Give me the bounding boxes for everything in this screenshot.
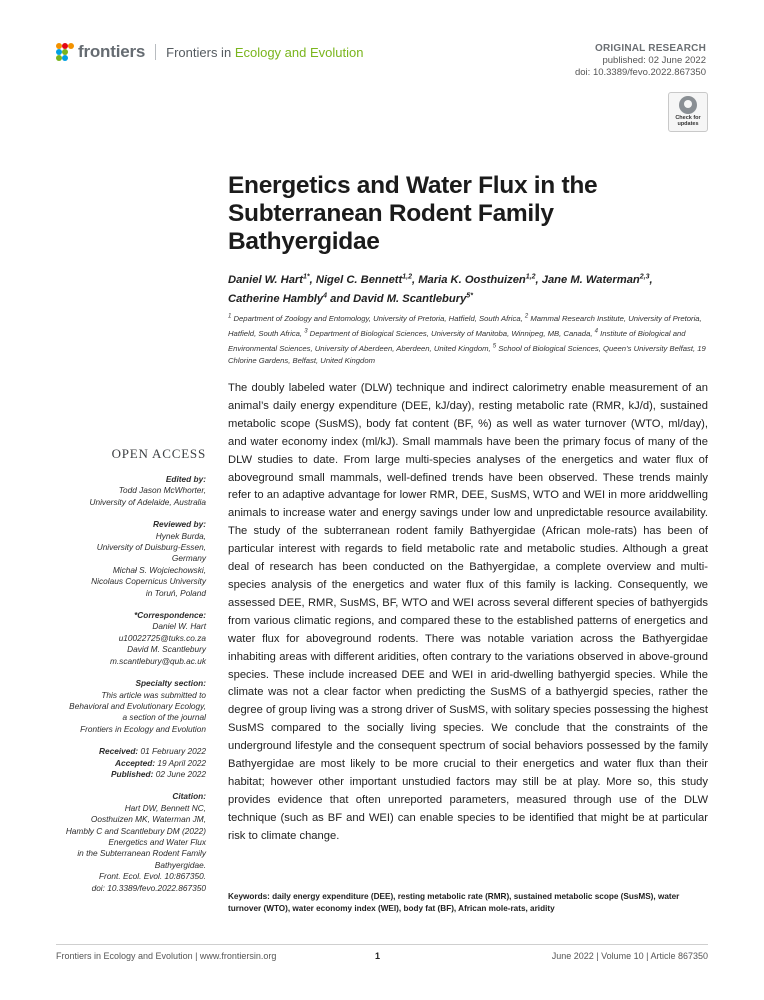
reviewer-line: Michał S. Wojciechowski, — [112, 564, 206, 575]
brand-name: frontiers — [78, 42, 146, 61]
affiliation-number: 1 — [228, 313, 232, 319]
reviewed-by-heading: Reviewed by: — [152, 519, 206, 530]
affiliation-number: 3 — [304, 327, 308, 334]
citation-section — [56, 791, 206, 894]
correspondence-section — [56, 610, 206, 667]
affiliation-text: Department of Biological Sciences, University of Manitoba, Winnipeg, MB, Canada, — [307, 328, 595, 338]
article-info-sidebar — [56, 446, 206, 905]
author-affiliation-marker: 1* — [303, 273, 310, 280]
article-meta — [575, 43, 706, 79]
correspondent-email[interactable]: m.scantlebury@qub.ac.uk — [109, 655, 206, 666]
citation-line: Front. Ecol. Evol. 10:867350. — [98, 871, 206, 882]
reviewed-by-section — [56, 519, 206, 599]
article-title: Energetics and Water Flux in the Subterranean Rodent Family Bathyergidae — [228, 172, 598, 255]
page-number: 1 — [375, 951, 381, 961]
dates-section — [56, 746, 206, 780]
update-check-icon — [679, 96, 697, 114]
footer-issue-info: June 2022 | Volume 10 | Article 867350 — [551, 951, 708, 961]
reviewer-line: Nicolaus Copernicus University — [91, 576, 206, 587]
correspondent-name: David M. Scantlebury — [127, 644, 206, 655]
keywords — [228, 891, 708, 914]
open-access-label: OPEN ACCESS — [111, 446, 206, 461]
affiliation-number: 2 — [524, 313, 529, 319]
citation-line: Oosthuizen MK, Waterman JM, — [90, 814, 206, 825]
abstract-text: The doubly labeled water (DLW) technique and indirect calorimetry enable measurement of an animal’s daily energy expenditure (DEE, kJ/day), resting metabolic rate (RMR, kJ/d), sustained metabolic scope (SusMS), body fat content (BF, %) as well as water turnover (WTO, ml/day), and water economy index (ml/kJ). Small mammals have been the primary focus of many of the DLW studies to date. From large multi-species analyses of the energetics and water flux of aboveground small mammals, well-defined trends have been observed. These trends mainly refer to an adaptive advantage for lower RMR, DEE, SusMS, WTO and WEI in more ariddwelling animals to increase water and energy savings under low and unpredictable resource availability. The study of the subterranean rodent family Bathyergidae (African mole-rats) has been of particular interest with regards to field metabolic rate and metabolic studies. Although a great deal of research has been conducted on the Bathyergidae, a complete overview and multi-species analysis of the energetics and water flux of this family is lacking. Consequently, we assessed DEE, RMR, SusMS, BF, WTO and WEI across several different species of bathyergids from various climatic regions, and compared these to the established patterns of energetics and water flux for aboveground rodents. There was notable variation across the Bathyergidae inhabiting areas with different aridities, often contrary to the variations observed in above-ground species. These include increased DEE and WEI in arid-dwelling bathyergid species. While the climate was not a clear factor when predicting the SusMS of a bathyergid species, rather the degree of group living was a strong driver of SusMS, with solitary species possessing the highest SusMS compared to the socially living species. We conclude that the constraints of the underground lifestyle and the consequent spectrum of social behaviors possessed by the family Bathyergidae are most likely to be more crucial to their energetics and water flux than their habitat; however other important unstudied factors may still be at play. More so, this study provides evidence that often unreported parameters, measured through use of the DLW technique (such as BF and WEI) can enable species to be identified that might be at particular risk to climate change. — [228, 382, 708, 842]
correspondent-email[interactable]: u10022725@tuks.co.za — [118, 632, 206, 643]
affiliation-text: School of Biological Sciences, Queen’s University Belfast, 19 Chlorine Gardens, Belfast, United Kingdom — [228, 343, 706, 365]
citation-line: in the Subterranean Rodent Family — [77, 848, 206, 859]
citation-line: Bathyergidae. — [154, 859, 206, 870]
author-name[interactable]: Jane M. Waterman — [541, 273, 640, 286]
specialty-line: This article was submitted to — [101, 689, 206, 700]
reviewer-line: Hynek Burda, — [155, 530, 206, 541]
check-for-updates-button[interactable] — [668, 92, 708, 132]
edited-by-heading: Edited by: — [165, 474, 206, 484]
received-date: Received: 01 February 2022 — [98, 746, 206, 757]
logo-divider — [155, 44, 156, 60]
author-name[interactable]: Maria K. Oosthuizen — [418, 273, 526, 286]
reviewer-line: University of Duisburg-Essen, — [96, 542, 206, 553]
accepted-date: Accepted: 19 April 2022 — [114, 757, 206, 768]
author-name[interactable]: Catherine Hambly — [228, 292, 324, 305]
author-affiliation-marker: 1,2 — [402, 273, 412, 280]
affiliation-number: 4 — [594, 327, 598, 334]
keywords-list: daily energy expenditure (DEE), resting metabolic rate (RMR), sustained metabolic scope (SusMS), water turnover (WTO), water economy index (WEI), body fat (BF), African mole-rats, aridity — [228, 892, 680, 913]
author-name[interactable]: Daniel W. Hart — [228, 273, 304, 286]
affiliation-text: Mammal Research Institute, University of Pretoria, Hatfield, South Africa, — [228, 313, 702, 338]
doi-link[interactable]: doi: 10.3389/fevo.2022.867350 — [574, 67, 706, 78]
citation-line: Energetics and Water Flux — [108, 836, 206, 847]
footer-journal-link[interactable]: Frontiers in Ecology and Evolution | www.frontiersin.org — [56, 951, 277, 961]
author-list: Daniel W. Hart$^{1*}$, Nigel C. Bennett$^{1,2}$, Maria K. Oosthuizen$^{1,2}$, Jane M. Waterman$^{2,3}$, Catherine Hambly$^4$ and David M. Scantlebury$^{5*}$ — [228, 273, 653, 305]
frontiers-logo[interactable] — [56, 42, 363, 62]
edited-by-line: Todd Jason McWhorter, — [118, 485, 206, 496]
citation-line: Hambly C and Scantlebury DM (2022) — [65, 825, 206, 836]
author-affiliation-marker: 1,2 — [525, 273, 536, 280]
citation-heading: Citation: — [172, 791, 206, 802]
correspondence-heading: *Correspondence: — [134, 610, 206, 621]
affiliation-number: 5 — [492, 342, 497, 349]
published-date: published: 02 June 2022 — [602, 55, 706, 66]
article-type: ORIGINAL RESEARCH — [594, 43, 706, 54]
specialty-section — [56, 678, 206, 735]
specialty-line: Behavioral and Evolutionary Ecology, — [69, 700, 206, 711]
author-name[interactable]: David M. Scantlebury — [353, 292, 467, 305]
reviewer-line: Germany — [171, 553, 206, 564]
check-for-updates-label: Check for updates — [675, 115, 701, 127]
journal-name[interactable]: Frontiers in Ecology and Evolution — [166, 44, 364, 60]
citation-doi[interactable]: doi: 10.3389/fevo.2022.867350 — [91, 882, 206, 893]
specialty-heading: Specialty section: — [135, 678, 206, 689]
specialty-line: a section of the journal — [122, 712, 206, 723]
frontiers-logo-icon — [56, 43, 74, 61]
edited-by-line: University of Adelaide, Australia — [89, 496, 206, 507]
author-affiliation-marker: 5* — [466, 292, 473, 300]
author-name[interactable]: Nigel C. Bennett — [315, 273, 403, 286]
citation-line: Hart DW, Bennett NC, — [124, 802, 206, 813]
published-date-sidebar: Published: 02 June 2022 — [110, 768, 206, 779]
specialty-line: Frontiers in Ecology and Evolution — [80, 723, 206, 734]
affiliation-text: Department of Zoology and Entomology, University of Pretoria, Hatfield, South Africa, — [231, 313, 525, 323]
author-affiliation-marker: 4 — [323, 292, 328, 300]
affiliation-text: Institute of Biological and Environmental Sciences, University of Aberdeen, Aberdeen, United Kingdom, — [228, 328, 686, 353]
keywords-label: Keywords: — [228, 892, 270, 901]
reviewer-line: in Toruń, Poland — [145, 587, 206, 598]
correspondent-name: Daniel W. Hart — [152, 621, 206, 632]
affiliations — [228, 310, 708, 367]
footer-divider — [56, 944, 708, 945]
author-affiliation-marker: 2,3 — [639, 273, 650, 280]
edited-by-section — [56, 474, 206, 508]
